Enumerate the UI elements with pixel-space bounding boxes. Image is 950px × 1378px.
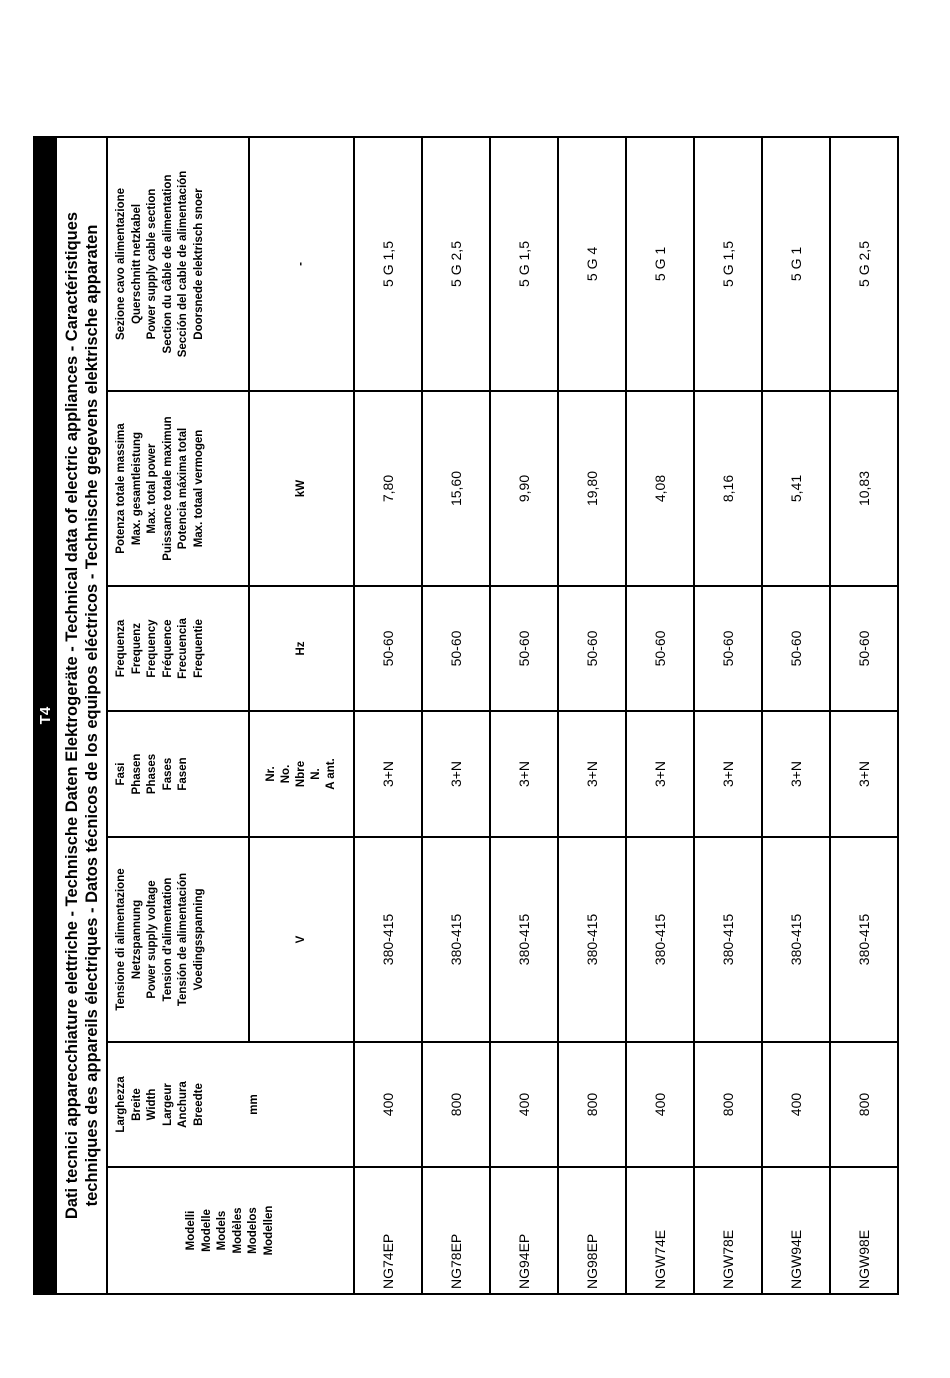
cell-phases: 3+N [762, 711, 830, 837]
header-cable [107, 137, 249, 391]
header-line: Fréquence [161, 619, 174, 678]
cell-phases: 3+N [558, 711, 626, 837]
cell-model: NGW74E [626, 1167, 694, 1294]
header-line: Fasen [177, 757, 189, 791]
cell-width: 800 [558, 1042, 626, 1167]
header-line: Potencia máxima total [177, 427, 189, 550]
header-line: Section du câble de alimentation [161, 174, 174, 354]
cell-power: 10,83 [830, 391, 898, 586]
table-row [626, 137, 694, 1294]
cell-power: 5,41 [762, 391, 830, 586]
header-line: Tension d'alimentation [161, 877, 174, 1002]
header-line: Sezione cavo alimentazione [115, 187, 127, 341]
cell-frequency: 50-60 [626, 586, 694, 711]
header-line: Nbre [295, 760, 307, 788]
cell-voltage: 380-415 [830, 837, 898, 1042]
cell-cable: 5 G 1,5 [354, 137, 422, 391]
header-line: Modelli [185, 1210, 197, 1251]
header-line: Voedingsspanning [192, 888, 205, 991]
cell-model: NGW98E [830, 1167, 898, 1294]
cell-width: 800 [694, 1042, 762, 1167]
cell-frequency: 50-60 [422, 586, 490, 711]
cell-phases: 3+N [626, 711, 694, 837]
header-width [107, 1042, 354, 1167]
cell-phases: 3+N [490, 711, 558, 837]
table-id: T4 [34, 137, 56, 1294]
header-line: Frequenza [115, 619, 127, 678]
header-line: Modèles [231, 1207, 244, 1254]
cell-power: 15,60 [422, 391, 490, 586]
cell-power: 4,08 [626, 391, 694, 586]
cell-model: NGW78E [694, 1167, 762, 1294]
header-line: Larghezza [115, 1076, 127, 1133]
cell-voltage: 380-415 [490, 837, 558, 1042]
cell-cable: 5 G 1,5 [694, 137, 762, 391]
unit-width: mm [248, 1094, 260, 1115]
cell-phases: 3+N [354, 711, 422, 837]
cell-frequency: 50-60 [558, 586, 626, 711]
header-model [107, 1167, 354, 1294]
cell-model: NG94EP [490, 1167, 558, 1294]
header-line: Frequentie [192, 619, 205, 678]
cell-voltage: 380-415 [558, 837, 626, 1042]
electrical-data-table [33, 136, 899, 1295]
cell-voltage: 380-415 [354, 837, 422, 1042]
header-line: Largeur [161, 1083, 174, 1126]
header-line: No. [280, 764, 292, 784]
table-row [422, 137, 490, 1294]
cell-voltage: 380-415 [626, 837, 694, 1042]
table-row [830, 137, 898, 1294]
header-line: Tensión de alimentación [177, 872, 189, 1007]
cell-cable: 5 G 2,5 [422, 137, 490, 391]
cell-model: NG74EP [354, 1167, 422, 1294]
cell-width: 400 [626, 1042, 694, 1167]
cell-voltage: 380-415 [422, 837, 490, 1042]
header-line: Phases [146, 753, 158, 795]
cell-cable: 5 G 4 [558, 137, 626, 391]
table-row [490, 137, 558, 1294]
table-row [354, 137, 422, 1294]
header-line: Breedte [192, 1083, 205, 1126]
header-line: Anchura [177, 1081, 189, 1128]
cell-phases: 3+N [830, 711, 898, 837]
header-line: Netzspannung [130, 899, 143, 980]
cell-model: NG98EP [558, 1167, 626, 1294]
cell-frequency: 50-60 [354, 586, 422, 711]
header-line: Max. total power [146, 443, 158, 534]
header-line: Frecuencia [177, 618, 189, 679]
cell-cable: 5 G 1,5 [490, 137, 558, 391]
table-row [694, 137, 762, 1294]
header-line: Phasen [130, 753, 143, 795]
header-line: Nr. [265, 766, 277, 782]
cell-model: NG78EP [422, 1167, 490, 1294]
cell-width: 800 [422, 1042, 490, 1167]
header-line: Max. totaal vermogen [192, 429, 205, 548]
header-power [107, 391, 249, 586]
table-row [762, 137, 830, 1294]
cell-phases: 3+N [694, 711, 762, 837]
header-line: Breite [130, 1088, 143, 1121]
header-line: Models [216, 1210, 228, 1251]
unit-cable: - [249, 137, 354, 391]
cell-frequency: 50-60 [762, 586, 830, 711]
header-line: Modelle [200, 1209, 213, 1252]
header-line: Potenza totale massima [115, 423, 127, 554]
header-line: Modelos [247, 1207, 259, 1254]
cell-voltage: 380-415 [694, 837, 762, 1042]
header-line: Power supply voltage [146, 880, 158, 999]
header-line: Frequency [146, 619, 158, 678]
header-voltage [107, 837, 249, 1042]
cell-power: 19,80 [558, 391, 626, 586]
header-line: Querschnitt netzkabel [130, 203, 143, 325]
cell-width: 800 [830, 1042, 898, 1167]
cell-width: 400 [762, 1042, 830, 1167]
header-frequency [107, 586, 249, 711]
cell-power: 7,80 [354, 391, 422, 586]
header-line: Frequenz [130, 622, 143, 675]
cell-cable: 5 G 1 [626, 137, 694, 391]
header-line: N. [310, 768, 322, 780]
cell-power: 9,90 [490, 391, 558, 586]
unit-frequency: Hz [249, 586, 354, 711]
unit-voltage: V [249, 837, 354, 1042]
cell-cable: 5 G 2,5 [830, 137, 898, 391]
header-line: Modellen [262, 1205, 275, 1256]
cell-width: 400 [354, 1042, 422, 1167]
header-line: Puissance totale maximun [161, 416, 174, 561]
cell-voltage: 380-415 [762, 837, 830, 1042]
header-line: Width [146, 1088, 158, 1121]
rotated-table-container [33, 138, 917, 1295]
table-title [56, 137, 107, 1294]
title-line: techniques des appareils électriques - Datos técnicos de los equipos eléctricos - Technische gegevens elektrische apparaten [82, 224, 101, 1207]
header-line: Tensione di alimentazione [115, 868, 127, 1011]
cell-width: 400 [490, 1042, 558, 1167]
header-line: Power supply cable section [146, 188, 158, 340]
header-phases [107, 711, 249, 837]
cell-frequency: 50-60 [490, 586, 558, 711]
header-line: Max. gesamtleistung [130, 431, 143, 546]
cell-power: 8,16 [694, 391, 762, 586]
header-line: A ant. [325, 758, 337, 790]
header-line: Doorsnede elektrisch snoer [192, 188, 205, 340]
cell-cable: 5 G 1 [762, 137, 830, 391]
header-line: Fases [161, 757, 174, 791]
cell-frequency: 50-60 [694, 586, 762, 711]
title-line: Dati tecnici apparecchiature elettriche - Technische Daten Elektrogeräte - Technical data of electric appliances - Caractéristiques [62, 211, 81, 1220]
cell-phases: 3+N [422, 711, 490, 837]
unit-phases [249, 711, 354, 837]
cell-frequency: 50-60 [830, 586, 898, 711]
unit-power: kW [249, 391, 354, 586]
header-line: Sección del cable de alimentación [177, 170, 189, 358]
header-line: Fasi [115, 762, 127, 786]
cell-model: NGW94E [762, 1167, 830, 1294]
table-row [558, 137, 626, 1294]
